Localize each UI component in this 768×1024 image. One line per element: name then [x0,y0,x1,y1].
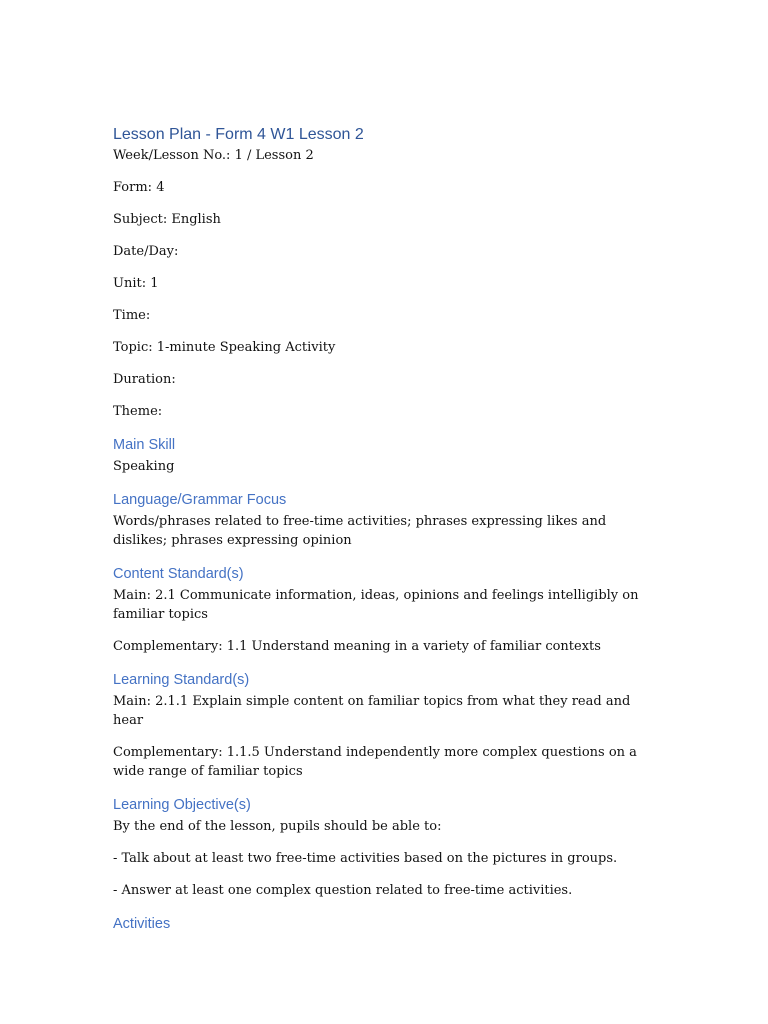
field-theme: Theme: [113,404,163,419]
field-week-lesson: Week/Lesson No.: 1 / Lesson 2 [113,148,314,163]
document-title: Lesson Plan - Form 4 W1 Lesson 2 [113,126,364,143]
section-content-standards [113,564,658,656]
field-topic: Topic: 1-minute Speaking Activity [113,340,336,355]
field-form: Form: 4 [113,180,165,195]
learning-objective-item: - Talk about at least two free-time activities based on the pictures in groups. [113,851,618,866]
section-language-focus [113,490,658,550]
section-activities [113,914,658,934]
learning-objective-item: - Answer at least one complex question related to free-time activities. [113,883,573,898]
section-learning-objectives [113,795,658,900]
content-standard-main: Main: 2.1 Communicate information, ideas, opinions and feelings intelligibly on familiar topics [113,588,639,622]
field-duration: Duration: [113,372,176,387]
section-main-skill [113,435,658,476]
learning-objectives-intro: By the end of the lesson, pupils should be able to: [113,819,442,834]
activities-heading: Activities [113,916,171,932]
learning-standards-heading: Learning Standard(s) [113,672,250,688]
learning-standard-main: Main: 2.1.1 Explain simple content on familiar topics from what they read and hear [113,694,631,728]
content-standard-complementary: Complementary: 1.1 Understand meaning in a variety of familiar contexts [113,639,601,654]
section-learning-standards [113,670,658,781]
main-skill-heading: Main Skill [113,437,176,453]
learning-objectives-heading: Learning Objective(s) [113,797,251,813]
learning-standard-complementary: Complementary: 1.1.5 Understand independently more complex questions on a wide range of familiar topics [113,745,637,779]
language-focus-heading: Language/Grammar Focus [113,492,287,508]
main-skill-text: Speaking [113,459,175,474]
field-unit: Unit: 1 [113,276,159,291]
document-page [113,124,658,936]
content-standards-heading: Content Standard(s) [113,566,244,582]
field-time: Time: [113,308,151,323]
field-subject: Subject: English [113,212,221,227]
field-date-day: Date/Day: [113,244,179,259]
language-focus-text: Words/phrases related to free-time activities; phrases expressing likes and dislikes; phrases expressing opinion [113,514,607,548]
